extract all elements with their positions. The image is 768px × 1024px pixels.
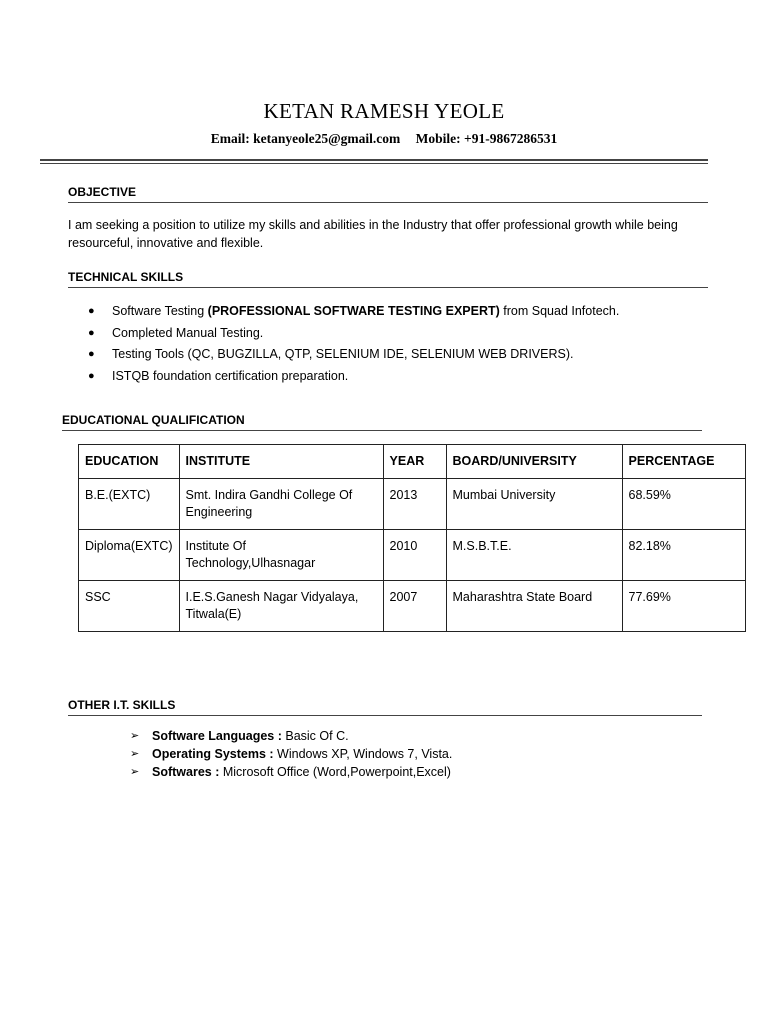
list-item <box>130 746 452 764</box>
education-cell: Diploma(EXTC) <box>79 530 180 581</box>
skill-text: Software Testing <box>112 304 208 318</box>
skill-value: Microsoft Office (Word,Powerpoint,Excel) <box>219 765 451 779</box>
arrow-bullet-icon: ➢ <box>130 730 140 742</box>
institute-line: Engineering <box>185 505 253 519</box>
table-row <box>79 581 746 632</box>
board-cell: Mumbai University <box>446 479 622 530</box>
skill-label: Softwares : <box>152 765 220 779</box>
board-cell: Maharashtra State Board <box>446 581 622 632</box>
column-header: BOARD/UNIVERSITY <box>446 445 622 479</box>
skill-emphasis: (PROFESSIONAL SOFTWARE TESTING EXPERT) <box>207 304 500 318</box>
table-header-row <box>79 445 746 479</box>
candidate-name: KETAN RAMESH YEOLE <box>263 99 505 123</box>
objective-text <box>68 216 708 252</box>
bullet-icon: ● <box>88 326 95 339</box>
bullet-icon: ● <box>88 348 95 360</box>
column-header: EDUCATION <box>79 445 180 479</box>
email-value: ketanyeole25@gmail.com <box>253 131 401 146</box>
percentage-cell: 68.59% <box>622 479 745 530</box>
arrow-bullet-icon: ➢ <box>130 748 140 760</box>
mobile-label: Mobile: <box>415 131 461 146</box>
column-header: INSTITUTE <box>179 445 383 479</box>
table-row <box>79 530 746 581</box>
technical-skills-list <box>88 301 619 387</box>
skill-label: Operating Systems : <box>152 747 274 761</box>
objective-heading: OBJECTIVE <box>68 185 708 203</box>
list-item <box>130 764 452 782</box>
year-cell: 2007 <box>383 581 446 632</box>
other-skills-heading: OTHER I.T. SKILLS <box>68 698 702 716</box>
skill-value: Basic Of C. <box>281 729 349 743</box>
list-item <box>88 323 619 345</box>
year-cell: 2013 <box>383 479 446 530</box>
education-table <box>78 444 746 632</box>
education-heading: EDUCATIONAL QUALIFICATION <box>62 413 702 431</box>
table-row <box>79 479 746 530</box>
technical-skills-heading: TECHNICAL SKILLS <box>68 270 708 288</box>
institute-cell <box>179 530 383 581</box>
percentage-cell: 82.18% <box>622 530 745 581</box>
objective-line-2: resourceful, innovative and flexible. <box>68 236 264 250</box>
other-skills-list <box>130 728 452 782</box>
list-item <box>88 344 619 366</box>
list-item <box>88 366 619 388</box>
institute-cell <box>179 479 383 530</box>
skill-text: Testing Tools (QC, BUGZILLA, QTP, SELENIUM IDE, SELENIUM WEB DRIVERS). <box>112 347 574 361</box>
header-divider-top <box>40 159 708 161</box>
column-header: YEAR <box>383 445 446 479</box>
education-cell: SSC <box>79 581 180 632</box>
skill-label: Software Languages : <box>152 729 282 743</box>
skill-text: Completed Manual Testing. <box>112 325 264 340</box>
list-item <box>130 728 452 746</box>
percentage-cell: 77.69% <box>622 581 745 632</box>
institute-line: Technology,Ulhasnagar <box>185 556 316 570</box>
arrow-bullet-icon: ➢ <box>130 766 140 778</box>
mobile-value: +91-9867286531 <box>464 131 558 146</box>
header-divider-bottom <box>40 163 708 164</box>
education-cell: B.E.(EXTC) <box>79 479 180 530</box>
bullet-icon: ● <box>88 369 95 382</box>
skill-text: ISTQB foundation certification preparation. <box>112 368 349 383</box>
contact-line <box>0 131 768 147</box>
skill-value: Windows XP, Windows 7, Vista. <box>273 747 453 761</box>
board-cell: M.S.B.T.E. <box>446 530 622 581</box>
objective-line-1: I am seeking a position to utilize my skills and abilities in the Industry that offer professional growth while being <box>68 218 678 232</box>
year-cell: 2010 <box>383 530 446 581</box>
institute-line: Institute Of <box>185 539 246 553</box>
column-header: PERCENTAGE <box>622 445 745 479</box>
email-label: Email: <box>210 131 250 146</box>
institute-line: Titwala(E) <box>185 607 242 621</box>
skill-text-suffix: from Squad Infotech. <box>499 304 620 318</box>
institute-line: I.E.S.Ganesh Nagar Vidyalaya, <box>185 590 359 604</box>
institute-line: Smt. Indira Gandhi College Of <box>185 488 353 502</box>
list-item <box>88 301 619 323</box>
bullet-icon: ● <box>88 305 95 317</box>
institute-cell <box>179 581 383 632</box>
